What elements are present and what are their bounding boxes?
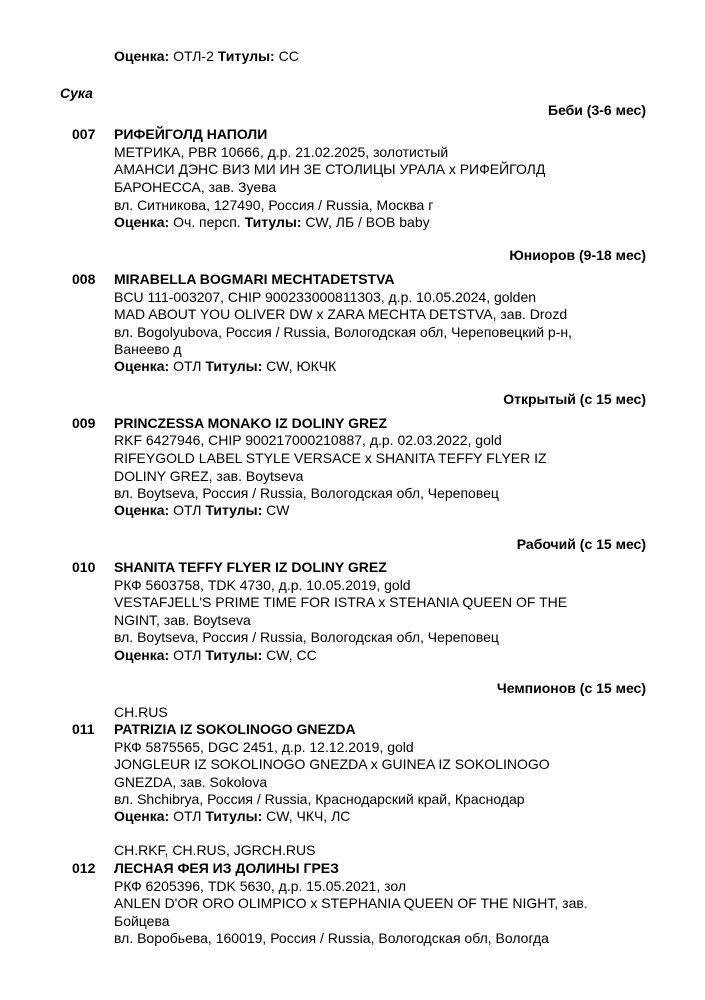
entry-pedigree-cont: БАРОНЕССА, зав. Зуева (114, 179, 277, 195)
class-heading: Рабочий (с 15 мес) (516, 536, 646, 552)
entry-pedigree: MAD ABOUT YOU OLIVER DW x ZARA MECHTA DETSTVA, зав. Drozd (114, 306, 568, 322)
entry-registration: РКФ 6205396, TDK 5630, д.р. 15.05.2021, зол (114, 878, 407, 894)
entry-score-line: Оценка: ОТЛ Титулы: CW, ЧКЧ, ЛС (114, 808, 351, 824)
entry-pedigree-cont: Бойцева (114, 913, 170, 929)
entry-score-line: Оценка: ОТЛ Титулы: CW, CC (114, 647, 317, 663)
entry-pedigree-cont: DOLINY GREZ, зав. Boytseva (114, 468, 304, 484)
entry-name: РИФЕЙГОЛД НАПОЛИ (114, 126, 268, 142)
entry-name: ЛЕСНАЯ ФЕЯ ИЗ ДОЛИНЫ ГРЕЗ (114, 860, 339, 876)
class-heading: Беби (3-6 мес) (548, 102, 646, 118)
entry-number: 007 (72, 126, 96, 142)
entry-score-line: Оценка: Оч. персп. Титулы: CW, ЛБ / BOB baby (114, 214, 430, 230)
entry-number: 012 (72, 860, 96, 876)
entry-pedigree-cont: NGINT, зав. Boytseva (114, 612, 251, 628)
entry-pedigree: JONGLEUR IZ SOKOLINOGO GNEZDA x GUINEA IZ SOKOLINOGO (114, 756, 550, 772)
sex-heading: Сука (60, 85, 93, 101)
entry-owner: вл. Shchibrya, Россия / Russia, Краснодарский край, Краснодар (114, 791, 525, 807)
entry-registration: RKF 6427946, CHIP 900217000210887, д.р. 02.03.2022, gold (114, 432, 502, 448)
entry-name: MIRABELLA BOGMARI MECHTADETSTVA (114, 271, 395, 287)
entry-number: 011 (72, 721, 95, 737)
entry-pedigree: VESTAFJELL'S PRIME TIME FOR ISTRA x STEHANIA QUEEN OF THE (114, 594, 568, 610)
score-label: Оценка: (114, 48, 170, 64)
entry-pedigree: RIFEYGOLD LABEL STYLE VERSACE x SHANITA TEFFY FLYER IZ (114, 450, 547, 466)
titles-value: СС (278, 48, 299, 64)
entry-registration: РКФ 5875565, DGC 2451, д.р. 12.12.2019, gold (114, 739, 414, 755)
entry-owner: вл. Bogolyubova, Россия / Russia, Вологодская обл, Череповецкий р-н, (114, 324, 573, 340)
entry-prefix-titles: CH.RKF, CH.RUS, JGRCH.RUS (114, 842, 316, 858)
class-heading: Юниоров (9-18 мес) (509, 247, 646, 263)
entry-registration: МЕТРИКА, PBR 10666, д.р. 21.02.2025, золотистый (114, 144, 449, 160)
entry-owner: вл. Ситникова, 127490, Россия / Russia, Москва г (114, 197, 434, 213)
entry-owner: вл. Boytseva, Россия / Russia, Вологодская обл, Череповец (114, 629, 499, 645)
entry-name: PRINCZESSA MONAKO IZ DOLINY GREZ (114, 415, 388, 431)
score-value: ОТЛ-2 (173, 48, 214, 64)
entry-name: SHANITA TEFFY FLYER IZ DOLINY GREZ (114, 559, 387, 575)
class-heading: Чемпионов (с 15 мес) (496, 680, 646, 696)
entry-prefix-titles: CH.RUS (114, 704, 168, 720)
entry-number: 008 (72, 271, 96, 287)
entry-pedigree: АМАНСИ ДЭНС ВИЗ МИ ИН ЗЕ СТОЛИЦЫ УРАЛА х РИФЕЙГОЛД (114, 161, 546, 177)
titles-label: Титулы: (217, 48, 275, 64)
entry-pedigree: ANLEN D'OR ORO OLIMPICO x STEPHANIA QUEEN OF THE NIGHT, зав. (114, 895, 588, 911)
entry-number: 010 (72, 559, 96, 575)
entry-score-line: Оценка: ОТЛ Титулы: CW, ЮКЧК (114, 358, 337, 374)
entry-registration: РКФ 5603758, TDK 4730, д.р. 10.05.2019, gold (114, 577, 411, 593)
entry-pedigree-cont: GNEZDA, зав. Sokolova (114, 774, 268, 790)
top-score-line (114, 47, 299, 65)
entry-owner: вл. Воробьева, 160019, Россия / Russia, Вологодская обл, Вологда (114, 930, 549, 946)
entry-number: 009 (72, 415, 96, 431)
entry-owner: вл. Boytseva, Россия / Russia, Вологодская обл, Череповец (114, 485, 499, 501)
entry-owner-cont: Ванеево д (114, 341, 182, 357)
entry-score-line: Оценка: ОТЛ Титулы: CW (114, 502, 290, 518)
class-heading: Открытый (с 15 мес) (503, 391, 646, 407)
entry-name: PATRIZIA IZ SOKOLINOGO GNEZDA (114, 721, 356, 737)
entry-registration: BCU 111-003207, CHIP 900233000811303, д.р. 10.05.2024, golden (114, 289, 537, 305)
